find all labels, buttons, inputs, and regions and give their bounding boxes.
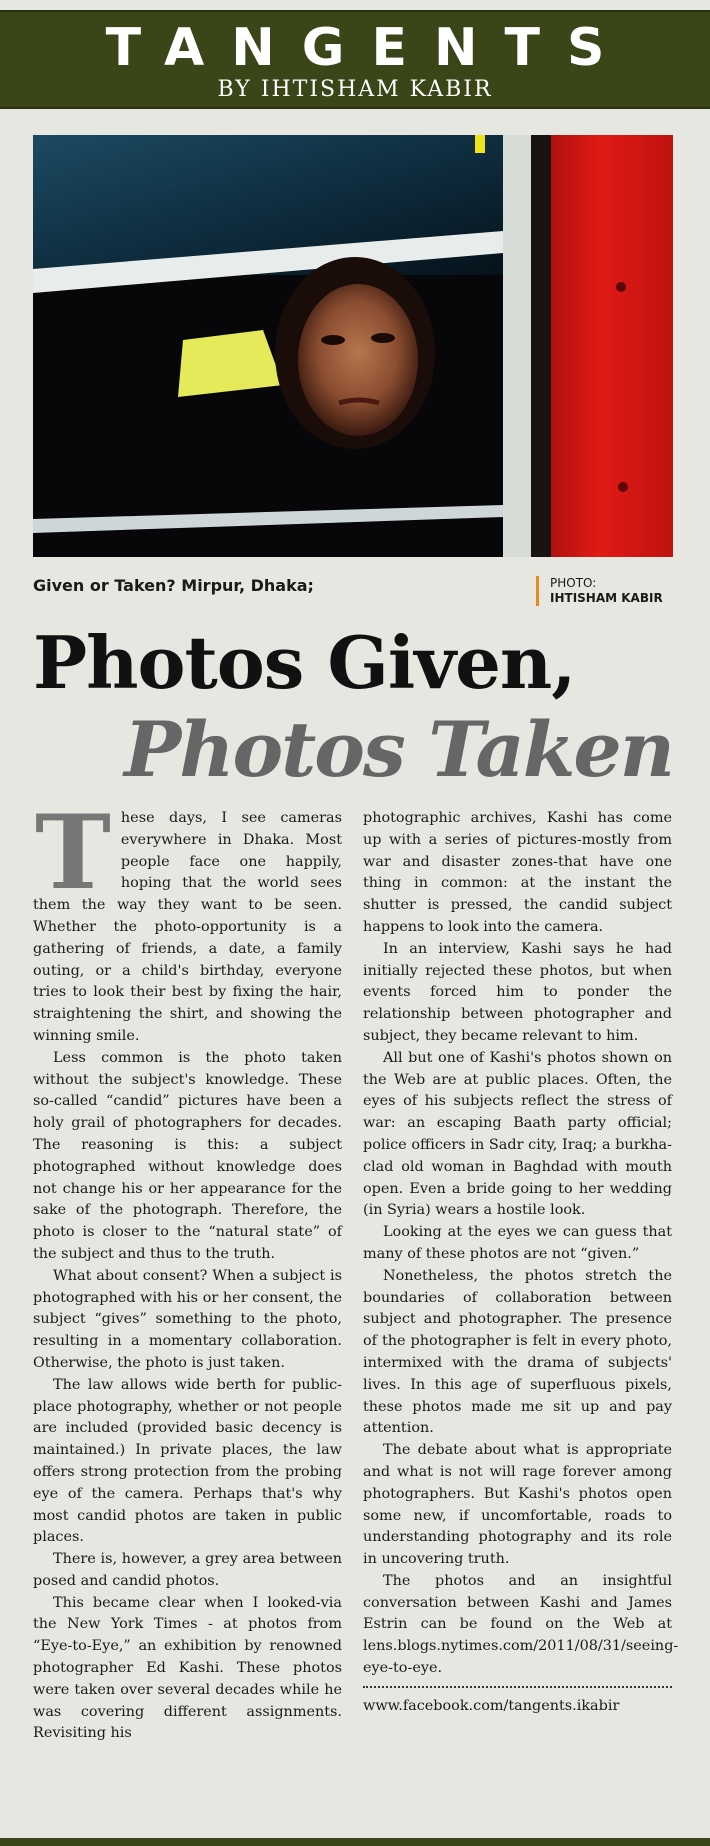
photo-credit (536, 576, 663, 606)
drop-cap: T (35, 793, 111, 913)
article-paragraph: All but one of Kashi's photos shown on the Web are at public places. Often, the eyes of his subjects reflect the stress of war: an escaping Baath party official; police officers in Sadr city, Iraq; a burkha-clad old woman in Baghdad with mouth open. Even a bride going to her wedding (in Syria) wears a hostile look. (363, 1049, 672, 1219)
column-title: TANGENTS (105, 18, 632, 78)
article-paragraph: The debate about what is appropriate and what is not will rage forever among photographers. But Kashi's photos open some new, if uncomfortable, roads to understanding photography and its role in uncovering truth. (363, 1442, 672, 1568)
headline-line-2: Photos Taken (124, 705, 673, 794)
article-paragraph: The photos and an insightful conversation between Kashi and James Estrin can be found on the Web at lens.blogs.nytimes.com/2011/08/31/seeing-eye-to-eye. (363, 1572, 679, 1677)
headline-line-1: Photos Given, (33, 620, 576, 705)
article-column-left (33, 793, 342, 1745)
article-paragraph: Nonetheless, the photos stretch the boundaries of collaboration between subject and photographer. The presence of the photographer is felt in every photo, intermixed with the drama of subjects' lives. In this age of superfluous pixels, these photos made me sit up and pay attention. (363, 1267, 672, 1437)
facebook-link[interactable]: www.facebook.com/tangents.ikabir (363, 1697, 620, 1714)
bottom-bar (0, 1838, 710, 1846)
article-paragraph: These days, I see cameras everywhere in Dhaka. Most people face one happily, hoping that the world sees them the way they want to be seen. Whether the photo-opportunity is a gathering of friends, a date, a family outing, or a child's birthday, everyone tries to look their best by fixing the hair, straightening the shirt, and showing the winning smile. (33, 793, 342, 1044)
article-paragraph: There is, however, a grey area between posed and candid photos. (33, 1551, 342, 1589)
article-paragraph: In an interview, Kashi says he had initially rejected these photos, but when events forced him to ponder the relationship between photographer and subject, they became relevant to him. (363, 940, 672, 1044)
dotted-divider (363, 1686, 672, 1688)
credit-label: PHOTO: (550, 576, 597, 590)
masthead (0, 10, 710, 109)
article-paragraph: Looking at the eyes we can guess that many of these photos are not “given.” (363, 1224, 672, 1262)
article-paragraph: photographic archives, Kashi has come up with a series of pictures-mostly from war and disaster zones-that have one thing in common: at the instant the shutter is pressed, the candid subject happens to look into the camera. (363, 810, 672, 935)
article-paragraph: Less common is the photo taken without the subject's knowledge. These so-called “candid” pictures have been a holy grail of photographers for decades. The reasoning is this: a subject photographed without knowledge does not change his or her appearance for the sake of the photograph. Therefore, the photo is closer to the “natural state” of the subject and thus to the truth. (33, 1049, 342, 1262)
article-photo (33, 135, 673, 557)
photo-caption: Given or Taken? Mirpur, Dhaka; (33, 576, 314, 595)
woman-at-window-photo (33, 135, 673, 557)
article-paragraph: What about consent? When a subject is photographed with his or her consent, the subject “gives” something to the photo, resulting in a momentary collaboration. Otherwise, the photo is just taken. (33, 1267, 342, 1371)
article-paragraph: This became clear when I looked-via the New York Times - at photos from “Eye-to-Eye,” an exhibition by renowned photographer Ed Kashi. These photos were taken over several decades while he was covering different assignments. Revisiting his (33, 1594, 342, 1742)
article-paragraph: The law allows wide berth for public-place photography, whether or not people are included (provided basic decency is maintained.) In private places, the law offers strong protection from the probing eye of the camera. Perhaps that's why most candid photos are taken in public places. (33, 1376, 342, 1546)
column-byline: BY IHTISHAM KABIR (217, 77, 493, 102)
credit-name: IHTISHAM KABIR (550, 591, 663, 605)
article-column-right (363, 808, 679, 1718)
